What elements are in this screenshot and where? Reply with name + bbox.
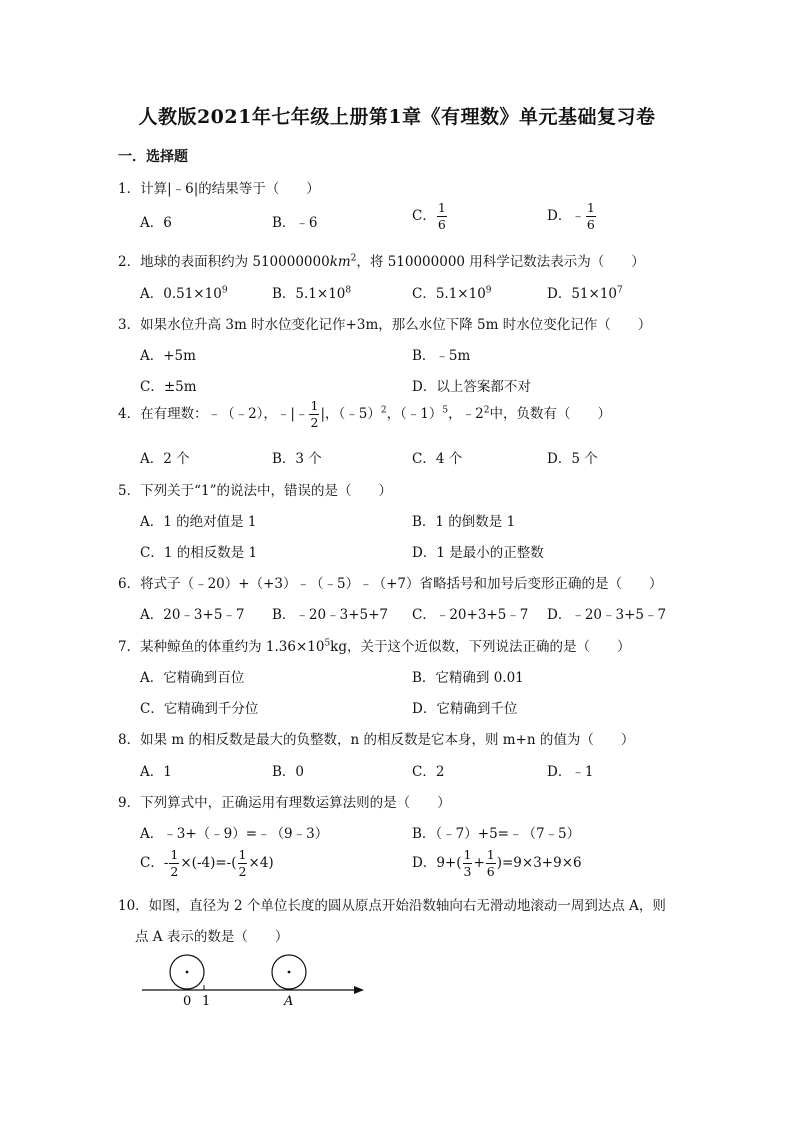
- fraction-numerator: 1: [437, 200, 446, 215]
- q5-option-c: C．1 的相反数是 1: [140, 545, 258, 561]
- q6-option-b: B．﹣20﹣3+5+7: [272, 607, 388, 623]
- exponent: 2: [380, 405, 387, 416]
- fraction-numerator: 1: [586, 200, 595, 215]
- fraction: [486, 849, 496, 878]
- fraction: [586, 202, 596, 231]
- q5-option-d: D．1 是最小的正整数: [412, 545, 544, 561]
- q8-option-a: A．1: [140, 764, 172, 780]
- fraction: [169, 849, 179, 878]
- q9-option-a: A．﹣3+（﹣9）=﹣（9﹣3）: [140, 826, 329, 842]
- exponent: 5: [324, 638, 331, 649]
- question-10-line-1: 10．如图，直径为 2 个单位长度的圆从原点开始沿数轴向右无滑动地滚动一周到达点 A，则: [118, 898, 666, 914]
- fraction-numerator: 1: [310, 398, 319, 413]
- q3-option-c: C．±5m: [140, 379, 197, 395]
- q2-option-c: [412, 282, 492, 302]
- q4-option-a: A．2 个: [140, 451, 190, 467]
- q3-option-b: B．﹣5m: [412, 348, 471, 364]
- q4-option-b: B．3 个: [272, 451, 322, 467]
- q7-option-d: D．它精确到千位: [412, 701, 518, 717]
- q8-option-b: B．0: [272, 764, 305, 780]
- exponent: 8: [345, 285, 352, 296]
- question-6: 6．将式子（﹣20）+（+3）﹣（﹣5）﹣（+7）省略括号和加号后变形正确的是（ ）: [118, 576, 663, 592]
- q7-option-b: B．它精确到 0.01: [412, 670, 524, 686]
- q8-option-d: D．﹣1: [547, 764, 594, 780]
- fraction-numerator: 1: [463, 847, 472, 862]
- q5-option-a: A．1 的绝对值是 1: [140, 514, 257, 530]
- label-one: 1: [202, 994, 211, 1009]
- section-heading: 一．选择题: [118, 149, 188, 165]
- fraction-denominator: 2: [238, 863, 247, 879]
- fraction-denominator: 2: [170, 863, 179, 879]
- exponent: 7: [617, 285, 623, 296]
- label-zero: 0: [183, 994, 192, 1009]
- fraction: [238, 849, 248, 878]
- q9-option-d: [412, 849, 582, 878]
- q1-option-c: [412, 202, 448, 231]
- q9-option-d-text: +: [473, 855, 485, 871]
- q9-option-b: B．（﹣7）+5=﹣（7﹣5）: [412, 826, 581, 842]
- q4-option-d: D．5 个: [547, 451, 598, 467]
- q9-option-d-text-2: )=9×3+9×6: [496, 855, 582, 871]
- fraction-numerator: 1: [238, 847, 247, 862]
- q2-option-a-text: A．0.51×10: [140, 286, 222, 302]
- q2-text: 2．地球的表面积约为 510000000: [118, 254, 330, 270]
- question-4: [118, 400, 611, 429]
- fraction-denominator: 6: [586, 216, 595, 232]
- page-title: 人教版2021年七年级上册第1章《有理数》单元基础复习卷: [138, 106, 656, 128]
- question-8: 8．如果 m 的相反数是最大的负整数，n 的相反数是它本身，则 m+n 的值为（ ）: [118, 732, 635, 748]
- fraction-denominator: 6: [437, 216, 446, 232]
- q4-text-3: ，（﹣1）: [386, 406, 443, 422]
- q6-option-c: C．﹣20+3+5﹣7: [412, 607, 529, 623]
- q2-unit: km: [329, 254, 351, 270]
- q7-option-a: A．它精确到百位: [140, 670, 245, 686]
- axis-arrow-icon: [354, 986, 364, 994]
- fraction-denominator: 3: [463, 863, 472, 879]
- q9-option-c-text-2: ×4): [248, 855, 274, 871]
- fraction: [463, 849, 473, 878]
- fraction-numerator: 1: [486, 847, 495, 862]
- question-1: 1．计算|﹣6|的结果等于（ ）: [118, 181, 320, 197]
- q2-unit-exponent: 2: [350, 253, 357, 264]
- q5-option-b: B．1 的倒数是 1: [412, 514, 516, 530]
- q4-text: 4．在有理数：﹣（﹣2），﹣|﹣: [118, 406, 309, 422]
- question-2: [118, 250, 645, 270]
- number-line-figure: [140, 952, 380, 1010]
- q1-option-d: [547, 202, 597, 231]
- question-5: 5．下列关于“1”的说法中，错误的是（ ）: [118, 483, 392, 499]
- label-point-a: A: [284, 994, 294, 1009]
- q9-option-d-prefix: D．9+(: [412, 855, 462, 871]
- q2-option-b-text: B．5.1×10: [272, 286, 346, 302]
- fraction-denominator: 6: [486, 863, 495, 879]
- q3-option-a: A．+5m: [140, 348, 196, 364]
- question-7: [118, 635, 631, 655]
- exponent: 5: [442, 405, 449, 416]
- q4-option-c: C．4 个: [412, 451, 463, 467]
- question-3: 3．如果水位升高 3m 时水位变化记作+3m，那么水位下降 5m 时水位变化记作（ ）: [118, 317, 652, 333]
- question-9: 9．下列算式中，正确运用有理数运算法则的是（ ）: [118, 795, 451, 811]
- minus-sign: -: [163, 855, 169, 871]
- q2-option-a: [140, 282, 228, 302]
- circle-center-dot: [288, 971, 291, 974]
- q2-option-b: [272, 282, 351, 302]
- exponent: 2: [483, 405, 490, 416]
- q1-option-c-prefix: C．: [412, 208, 436, 224]
- q6-option-d: D．﹣20﹣3+5﹣7: [547, 607, 667, 623]
- q7-text: 7．某种鲸鱼的体重约为 1.36×10: [118, 639, 325, 655]
- q1-option-b: B．﹣6: [272, 215, 318, 231]
- q8-option-c: C．2: [412, 764, 445, 780]
- q9-option-c: [140, 849, 274, 878]
- fraction-numerator: 1: [170, 847, 179, 862]
- q4-text-5: 中，负数有（ ）: [489, 406, 611, 422]
- circle-center-dot: [186, 971, 189, 974]
- question-10-line-2: 点 A 表示的数是（ ）: [135, 929, 289, 945]
- q2-option-d: [547, 282, 623, 302]
- q2-option-c-text: C．5.1×10: [412, 286, 486, 302]
- fraction: [309, 400, 319, 429]
- q4-text-4: ，﹣2: [448, 406, 484, 422]
- fraction: [437, 202, 447, 231]
- q6-option-a: A．20﹣3+5﹣7: [140, 607, 245, 623]
- exponent: 9: [485, 285, 492, 296]
- q2-option-d-text: D．51×10: [547, 286, 617, 302]
- exponent: 9: [221, 285, 228, 296]
- q9-option-c-prefix: C．: [140, 855, 164, 871]
- q7-text-2: kg，关于这个近似数，下列说法正确的是（ ）: [330, 639, 631, 655]
- q1-option-d-prefix: D．﹣: [547, 208, 585, 224]
- q3-option-d: D．以上答案都不对: [412, 379, 531, 395]
- q1-option-a: A．6: [140, 215, 172, 231]
- q2-text-2: ，将 510000000 用科学记数法表示为（ ）: [356, 254, 645, 270]
- q4-text-2: |，（﹣5）: [320, 406, 381, 422]
- fraction-denominator: 2: [310, 414, 319, 430]
- q9-option-c-text: ×(-4)=-(: [180, 855, 237, 871]
- q7-option-c: C．它精确到千分位: [140, 701, 259, 717]
